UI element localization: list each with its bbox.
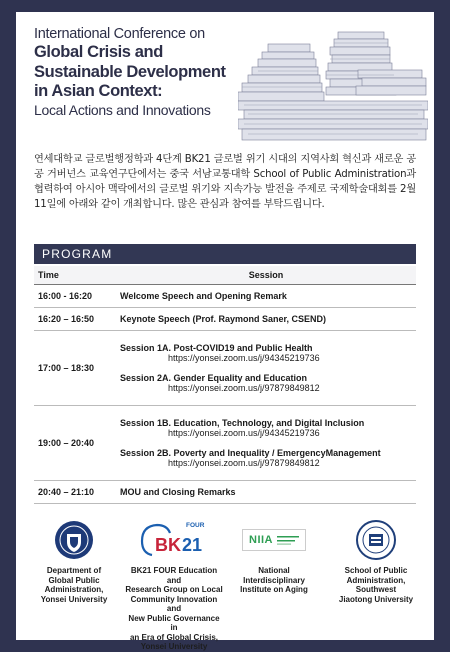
row-time: 20:40 – 21:10 <box>34 480 116 503</box>
bk21-four-badge: FOUR <box>186 522 205 529</box>
program-heading: PROGRAM <box>34 244 416 264</box>
conference-subtitle: International Conference on <box>34 26 205 42</box>
intro-paragraph: 연세대학교 글로벌행정학과 4단계 BK21 글로벌 위기 시대의 지역사회 혁신과 새로운 공공 거버넌스 교육연구단에서는 중국 서남교통대학 School of Public Administration과 협력하여 아시아 맥락에서의 글로벌 위기와 지속가능 발전을 주제로 국제학술대회를 2월11일에 아래와 같이 개최합니다. 많은 관심과 참여를 부탁드립니다. <box>34 154 416 210</box>
table-row <box>34 307 416 330</box>
table-row <box>34 330 416 405</box>
table-row <box>34 405 416 480</box>
swjtu-seal-icon <box>356 520 396 560</box>
books-illustration <box>238 30 428 142</box>
row-session: Keynote Speech (Prof. Raymond Saner, CSEND) <box>116 307 416 330</box>
org-bk21-four: BK 21 FOUR BK21 FOUR Education and Research Group on Local Community Innovation and New Public Governance in an Era of Global Crisis, Yonsei University <box>125 522 223 651</box>
header <box>16 12 434 147</box>
svg-text:21: 21 <box>182 535 203 555</box>
table-header-row <box>34 266 416 284</box>
table-row <box>34 480 416 503</box>
svg-text:BK: BK <box>155 535 181 555</box>
row-session-group <box>116 405 416 480</box>
zoom-link[interactable]: https://yonsei.zoom.us/j/97879849812 <box>168 457 320 468</box>
session-title: Session 1A. Post-COVID19 and Public Health <box>120 342 313 353</box>
title-block <box>34 26 264 119</box>
poster-card <box>16 12 434 651</box>
col-time-header: Time <box>34 266 116 284</box>
col-session-header: Session <box>116 266 416 284</box>
niia-logo: NIIA <box>224 520 324 560</box>
zoom-link[interactable]: https://yonsei.zoom.us/j/94345219736 <box>168 352 320 363</box>
title-line-1: Global Crisis and <box>34 43 163 61</box>
session-title: Session 2B. Poverty and Inequality / EmergencyManagement <box>120 447 381 458</box>
session-title: Session 2A. Gender Equality and Education <box>120 372 308 383</box>
row-time: 17:00 – 18:30 <box>34 330 116 405</box>
zoom-link[interactable]: https://yonsei.zoom.us/j/97879849812 <box>168 382 320 393</box>
row-session: MOU and Closing Remarks <box>116 480 416 503</box>
program-table <box>34 266 416 504</box>
session-title: Session 1B. Education, Technology, and Digital Inclusion <box>120 417 365 428</box>
table-row <box>34 284 416 307</box>
org-niia: NIIA National Interdisciplinary Institute on Aging <box>224 520 324 595</box>
yonsei-seal-icon <box>54 520 94 560</box>
organizer-logos <box>24 520 426 651</box>
row-session-group <box>116 330 416 405</box>
org-swjtu: School of Public Administration, Southwest Jiaotong University <box>326 520 426 604</box>
title-line-2: Sustainable Development <box>34 62 226 81</box>
org-yonsei-dgpa: Department of Global Public Administration, Yonsei University <box>24 520 124 604</box>
niia-lines-icon <box>277 534 299 546</box>
row-session: Welcome Speech and Opening Remark <box>116 284 416 307</box>
conference-tagline: Local Actions and Innovations <box>34 101 211 118</box>
zoom-link[interactable]: https://yonsei.zoom.us/j/94345219736 <box>168 427 320 438</box>
row-time: 19:00 – 20:40 <box>34 405 116 480</box>
title-line-3: in Asian Context: <box>34 82 163 100</box>
row-time: 16:00 - 16:20 <box>34 284 116 307</box>
bk21-logo <box>124 520 224 560</box>
row-time: 16:20 – 16:50 <box>34 307 116 330</box>
